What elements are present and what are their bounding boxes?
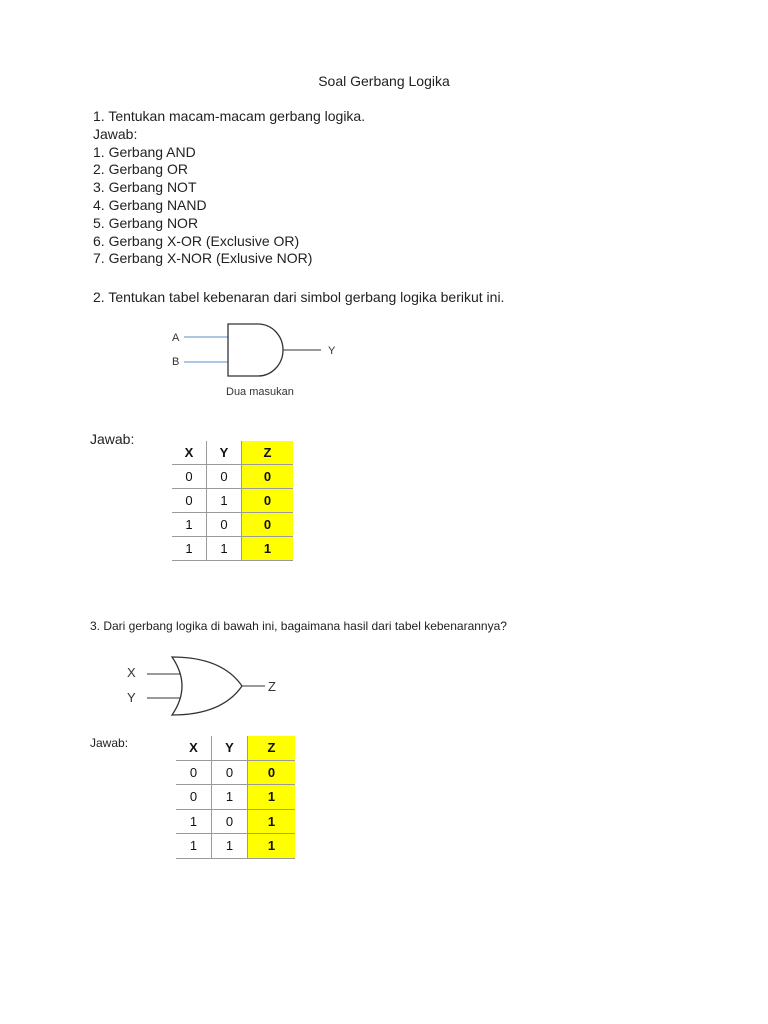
cell-y: 1	[212, 785, 248, 810]
list-item: 2. Gerbang OR	[93, 161, 188, 178]
output-label: Y	[328, 345, 336, 357]
header-z: Z	[242, 441, 294, 465]
answer-label: Jawab:	[90, 736, 129, 750]
cell-x: 1	[176, 834, 212, 859]
answer-label: Jawab:	[90, 431, 135, 447]
cell-x: 1	[172, 537, 207, 561]
list-item: 7. Gerbang X-NOR (Exlusive NOR)	[93, 250, 313, 267]
cell-y: 0	[207, 465, 242, 489]
question-1	[93, 108, 365, 268]
cell-z: 0	[242, 465, 294, 489]
answer-label: Jawab:	[93, 125, 138, 142]
truth-table-or	[176, 736, 295, 859]
question-3-text: 3. Dari gerbang logika di bawah ini, bagaimana hasil dari tabel kebenarannya?	[90, 619, 507, 633]
or-gate-diagram	[122, 652, 282, 722]
cell-x: 0	[176, 785, 212, 810]
list-item: 5. Gerbang NOR	[93, 214, 199, 231]
cell-x: 0	[176, 760, 212, 785]
gate-caption: Dua masukan	[226, 386, 294, 398]
header-x: X	[172, 441, 207, 465]
cell-y: 1	[207, 489, 242, 513]
table-row	[176, 809, 295, 834]
table-row	[176, 785, 295, 810]
header-z: Z	[248, 736, 296, 760]
table-row	[176, 834, 295, 859]
list-item: 6. Gerbang X-OR (Exclusive OR)	[93, 232, 300, 249]
cell-y: 0	[212, 760, 248, 785]
cell-x: 1	[172, 513, 207, 537]
header-y: Y	[212, 736, 248, 760]
table-row	[172, 537, 293, 561]
list-item: 4. Gerbang NAND	[93, 196, 207, 213]
cell-z: 1	[242, 537, 294, 561]
cell-y: 0	[212, 809, 248, 834]
question-1-text: 1. Tentukan macam-macam gerbang logika.	[93, 108, 366, 124]
header-y: Y	[207, 441, 242, 465]
cell-z: 1	[248, 785, 296, 810]
truth-table-and	[172, 441, 293, 561]
page-title: Soal Gerbang Logika	[318, 73, 450, 89]
input-y-label: Y	[127, 690, 136, 705]
table-row	[172, 513, 293, 537]
and-gate-icon	[228, 324, 283, 376]
cell-y: 0	[207, 513, 242, 537]
cell-z: 0	[248, 760, 296, 785]
table-row	[172, 489, 293, 513]
table-row	[172, 465, 293, 489]
cell-y: 1	[212, 834, 248, 859]
or-gate-icon	[172, 657, 242, 715]
output-label: Z	[268, 679, 276, 694]
question-2-text: 2. Tentukan tabel kebenaran dari simbol gerbang logika berikut ini.	[93, 289, 505, 305]
cell-z: 0	[242, 489, 294, 513]
list-item: 1. Gerbang AND	[93, 143, 196, 160]
header-x: X	[176, 736, 212, 760]
cell-x: 0	[172, 489, 207, 513]
table-row	[176, 760, 295, 785]
cell-x: 0	[172, 465, 207, 489]
cell-z: 0	[242, 513, 294, 537]
input-a-label: A	[172, 332, 180, 344]
input-x-label: X	[127, 665, 136, 680]
and-gate-diagram	[166, 320, 356, 384]
cell-x: 1	[176, 809, 212, 834]
table-header-row	[172, 441, 293, 465]
table-header-row	[176, 736, 295, 760]
cell-z: 1	[248, 809, 296, 834]
cell-y: 1	[207, 537, 242, 561]
input-b-label: B	[172, 356, 180, 368]
list-item: 3. Gerbang NOT	[93, 179, 197, 196]
cell-z: 1	[248, 834, 296, 859]
